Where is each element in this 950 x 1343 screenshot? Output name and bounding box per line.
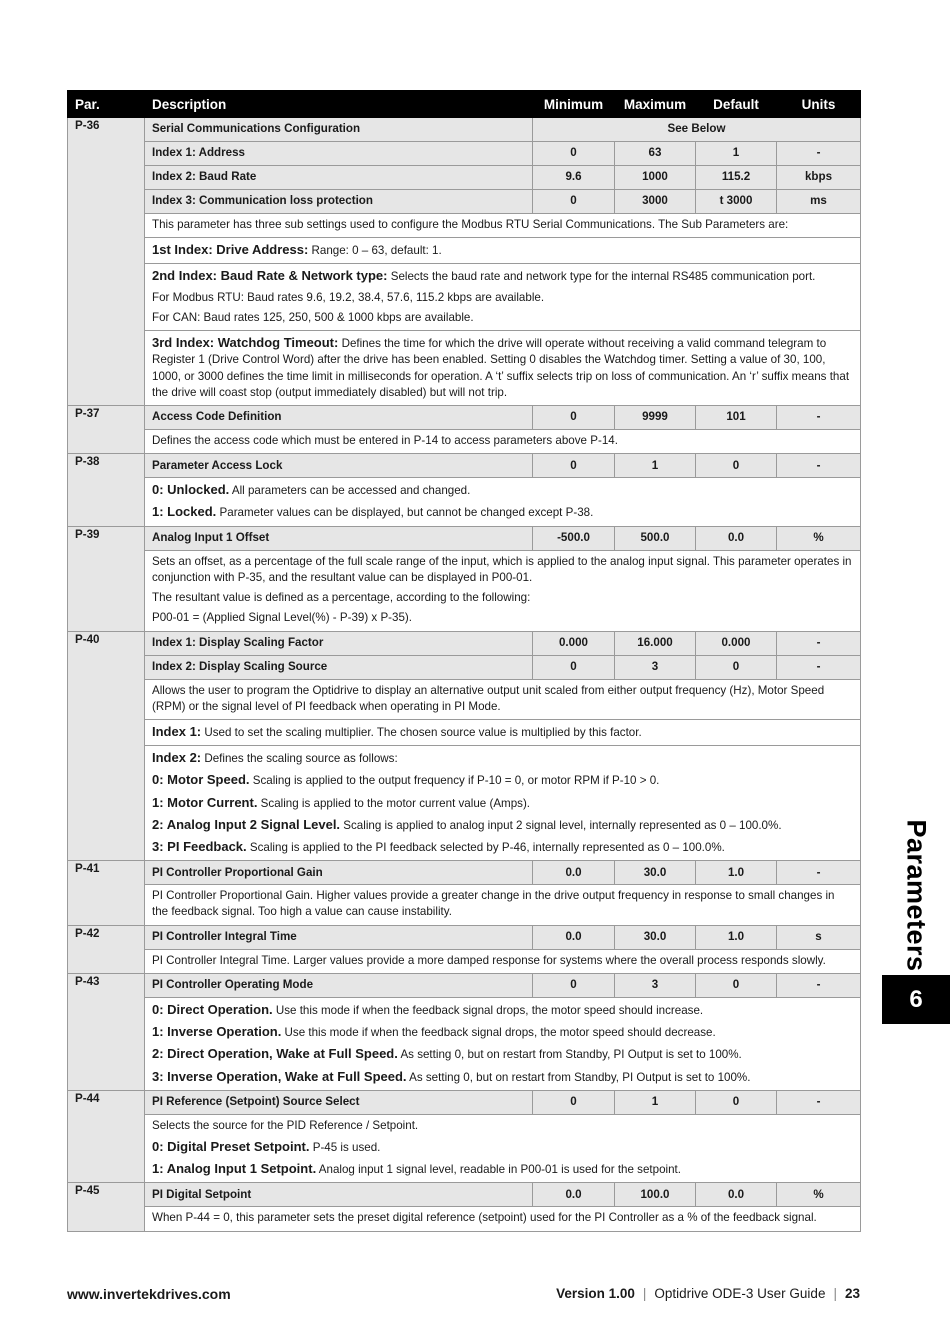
param-title: PI Controller Proportional Gain [145,861,533,885]
max-value: 30.0 [615,861,696,885]
max-value: 16.000 [615,631,696,655]
table-row [68,1090,861,1114]
default-value: 0.000 [696,631,777,655]
table-row [68,1183,861,1207]
table-row [68,861,861,885]
section-side-title: Parameters [901,819,932,972]
param-description: 2nd Index: Baud Rate & Network type: Selects the baud rate and network type for the internal RS485 communication port. For Modbus RTU: Baud rates 9.6, 19.2, 38.4, 57.6, 115.2 kbps are available. For CAN: Baud rates 125, 250, 500 & 1000 kbps are available. [145,264,861,331]
max-value: 3 [615,655,696,679]
param-id: P-45 [68,1183,145,1231]
units-value: s [777,925,861,949]
table-row [68,550,861,631]
default-value: 1.0 [696,925,777,949]
units-value: % [777,1183,861,1207]
param-description: Selects the source for the PID Reference / Setpoint. 0: Digital Preset Setpoint. P-45 is used. 1: Analog Input 1 Setpoint. Analog input 1 signal level, readable in P00-01 is used for the setpoint. [145,1114,861,1183]
table-row [68,118,861,142]
table-row [68,1114,861,1183]
min-value: 0.000 [533,631,615,655]
param-title: PI Reference (Setpoint) Source Select [145,1090,533,1114]
table-header-row [68,91,861,118]
min-value: 0 [533,405,615,429]
footer-separator: | [642,1286,647,1301]
min-value: 0 [533,190,615,214]
units-value: - [777,454,861,478]
table-row [68,331,861,406]
param-id: P-43 [68,973,145,1090]
default-value: 1.0 [696,861,777,885]
max-value: 3000 [615,190,696,214]
table-row [68,190,861,214]
table-row [68,166,861,190]
param-title: PI Controller Operating Mode [145,973,533,997]
units-value: - [777,973,861,997]
max-value: 63 [615,142,696,166]
units-value: - [777,861,861,885]
min-value: 0 [533,973,615,997]
param-index-title: Index 2: Display Scaling Source [145,655,533,679]
param-description: Defines the access code which must be entered in P-14 to access parameters above P-14. [145,429,861,453]
table-row [68,949,861,973]
footer-guide-title: Optidrive ODE-3 User Guide [654,1286,826,1301]
min-value: 0 [533,454,615,478]
table-row [68,142,861,166]
min-value: 0.0 [533,1183,615,1207]
units-value: - [777,655,861,679]
param-title: PI Digital Setpoint [145,1183,533,1207]
table-row [68,719,861,745]
max-value: 1000 [615,166,696,190]
col-header-maximum: Maximum [615,91,696,118]
default-value: 101 [696,405,777,429]
table-row [68,997,861,1090]
max-value: 30.0 [615,925,696,949]
param-title: Analog Input 1 Offset [145,526,533,550]
table-row [68,526,861,550]
param-description: This parameter has three sub settings used to configure the Modbus RTU Serial Communications. The Sub Parameters are: [145,214,861,238]
units-value: - [777,142,861,166]
param-title: Serial Communications Configuration [145,118,533,142]
units-value: % [777,526,861,550]
min-value: -500.0 [533,526,615,550]
param-description: Index 1: Used to set the scaling multiplier. The chosen source value is multiplied by this factor. [145,719,861,745]
default-value: 0 [696,454,777,478]
max-value: 1 [615,1090,696,1114]
param-index-title: Index 1: Address [145,142,533,166]
table-row [68,973,861,997]
param-description: 0: Unlocked. All parameters can be accessed and changed. 1: Locked. Parameter values can be displayed, but cannot be changed except P-38. [145,478,861,526]
param-title: Access Code Definition [145,405,533,429]
footer-website: www.invertekdrives.com [67,1286,231,1302]
units-value: kbps [777,166,861,190]
param-id: P-41 [68,861,145,925]
param-id: P-42 [68,925,145,973]
param-description: 3rd Index: Watchdog Timeout: Defines the time for which the drive will operate without receiving a valid command telegram to Register 1 (Drive Control Word) after the drive has been enabled. Setting 0 disables the Watchdog timer. Setting a value of 30, 100, 1000, or 3000 defines the time limit in milliseconds for operation. A ‘t’ suffix selects trip on loss of communication. An ‘r’ suffix means that the drive will coast stop (output immediately disabled) but will not trip. [145,331,861,406]
table-row [68,631,861,655]
table-row [68,429,861,453]
min-value: 0.0 [533,925,615,949]
footer-info [556,1286,860,1301]
param-id: P-38 [68,454,145,526]
param-id: P-39 [68,526,145,631]
footer-version: Version 1.00 [556,1286,635,1301]
max-value: 500.0 [615,526,696,550]
default-value: 1 [696,142,777,166]
table-row [68,655,861,679]
units-value: ms [777,190,861,214]
param-id: P-37 [68,405,145,453]
units-value: - [777,1090,861,1114]
param-title: PI Controller Integral Time [145,925,533,949]
table-row [68,1207,861,1231]
table-row [68,238,861,264]
table-row [68,925,861,949]
table-row [68,264,861,331]
table-row [68,885,861,925]
max-value: 3 [615,973,696,997]
param-description: When P-44 = 0, this parameter sets the preset digital reference (setpoint) used for the PI Controller as a % of the feedback signal. [145,1207,861,1231]
param-description: Allows the user to program the Optidrive to display an alternative output unit scaled from either output frequency (Hz), Motor Speed (RPM) or the signal level of PI feedback when operating in PI Mode. [145,679,861,719]
min-value: 0 [533,655,615,679]
table-row [68,478,861,526]
default-value: 0 [696,1090,777,1114]
col-header-description: Description [145,91,533,118]
param-description: PI Controller Integral Time. Larger values provide a more damped response for systems where the overall process responds slowly. [145,949,861,973]
col-header-default: Default [696,91,777,118]
footer-separator: | [833,1286,837,1301]
col-header-minimum: Minimum [533,91,615,118]
col-header-units: Units [777,91,861,118]
max-value: 9999 [615,405,696,429]
param-description: PI Controller Proportional Gain. Higher values provide a greater change in the drive output frequency in response to small changes in the feedback signal. Too high a value can cause instability. [145,885,861,925]
max-value: 1 [615,454,696,478]
param-index-title: Index 2: Baud Rate [145,166,533,190]
page-number: 23 [844,1286,860,1301]
default-value: 0.0 [696,1183,777,1207]
param-index-title: Index 1: Display Scaling Factor [145,631,533,655]
parameters-table [67,90,861,1232]
param-id: P-36 [68,118,145,406]
table-row [68,454,861,478]
param-description: 1st Index: Drive Address: Range: 0 – 63, default: 1. [145,238,861,264]
max-value: 100.0 [615,1183,696,1207]
table-row [68,746,861,861]
min-value: 9.6 [533,166,615,190]
min-value: 0 [533,142,615,166]
table-row [68,405,861,429]
table-row [68,679,861,719]
min-value: 0 [533,1090,615,1114]
param-id: P-44 [68,1090,145,1183]
chapter-tab: 6 [882,975,950,1024]
param-index-title: Index 3: Communication loss protection [145,190,533,214]
default-value: 0 [696,973,777,997]
see-below-value: See Below [533,118,861,142]
default-value: t 3000 [696,190,777,214]
units-value: - [777,631,861,655]
units-value: - [777,405,861,429]
param-description: Index 2: Defines the scaling source as follows: 0: Motor Speed. Scaling is applied to the output frequency if P-10 = 0, or motor RPM if P-10 > 0. 1: Motor Current. Scaling is applied to the motor current value (Amps). 2: Analog Input 2 Signal Level. Scaling is applied to analog input 2 signal level, internally represented as 0 – 100.0%. 3: PI Feedback. Scaling is applied to the PI feedback selected by P-46, internally represented as 0 – 100.0%. [145,746,861,861]
default-value: 115.2 [696,166,777,190]
param-description: 0: Direct Operation. Use this mode if when the feedback signal drops, the motor speed should increase. 1: Inverse Operation. Use this mode if when the feedback signal drops, the motor speed should decrease. 2: Direct Operation, Wake at Full Speed. As setting 0, but on restart from Standby, PI Output is set to 100%. 3: Inverse Operation, Wake at Full Speed. As setting 0, but on restart from Standby, PI Output is set to 100%. [145,997,861,1090]
param-title: Parameter Access Lock [145,454,533,478]
default-value: 0.0 [696,526,777,550]
param-id: P-40 [68,631,145,861]
default-value: 0 [696,655,777,679]
min-value: 0.0 [533,861,615,885]
param-description: Sets an offset, as a percentage of the full scale range of the input, which is applied to the analog input signal. This parameter operates in conjunction with P-35, and the resultant value can be displayed in P00-01. The resultant value is defined as a percentage, according to the following: P00-01 = (Applied Signal Level(%) - P-39) x P-35). [145,550,861,631]
table-row [68,214,861,238]
col-header-par: Par. [68,91,145,118]
